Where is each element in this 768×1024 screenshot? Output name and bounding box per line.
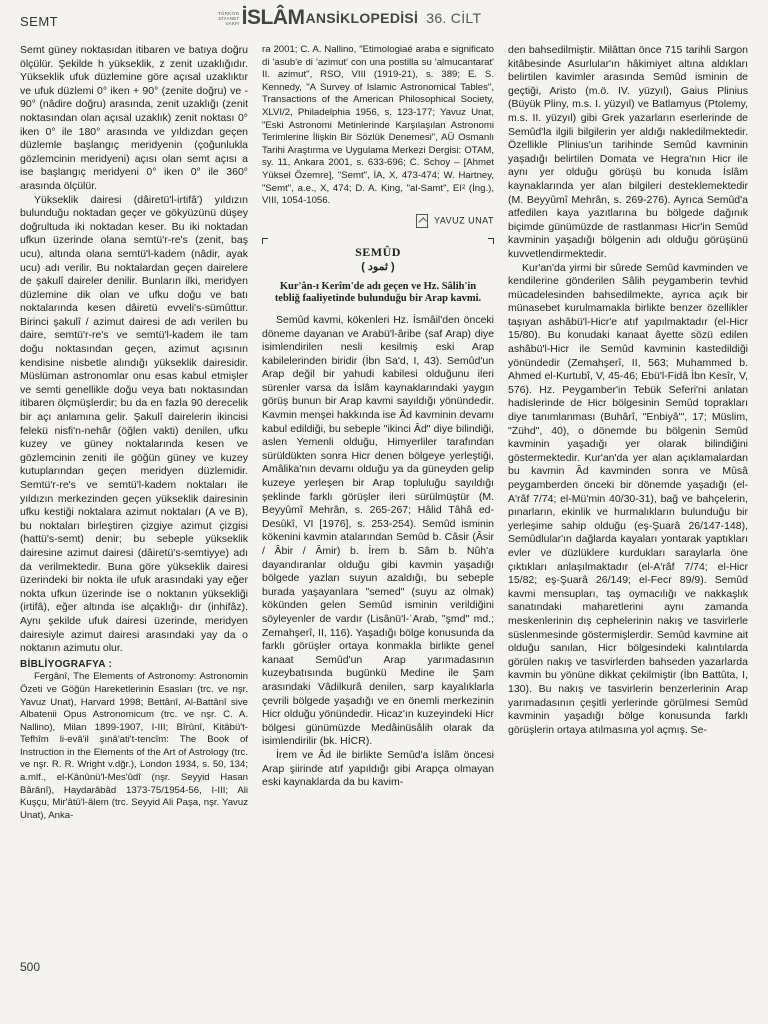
paragraph: Kur'an'da yirmi bir sûrede Semûd kavminden ve kendilerine gönderilen Sâlih peygamberin tevhid mücadelesinden bahsedilmekte, ayrıca açık bir münasebet kurulmamakla birlikte benzer özellikler taşıyan ashâbü'l-Hicr'e atıf yapılmaktadır (el-Hicr 15/80). Bu konudaki kanaat âyette sözü edilen ashâbü'l-Hicr ile Semûd kavminin kastedildiği yönündedir (Zemahşerî, II, 563; Muhammed b. Ahmed el-Kurtubî, V, 45-46; Ebü'l-Fidâ İbn Kesîr, V, 576). Hz. Peygamber'in Tebük Seferi'ni anlatan hadislerinde de Hicr bölgesinin Semûd toprakları diye tanımlanması (Buhârî, "Enbiyâ'", 17; Müslim, "Zühd", 40), o dönemde bu bölgenin Semûd kavminin yaşadığı yer olarak bilindiğini göstermektedir. Kur'an'da yer alan açıklamalardan bu kavmin Âd kavminden sonra ve Mûsâ peygamberden önceki bir dönemde yaşadığı (el-A'râf 7/74; el-Mü'min 40/30-31), bağ ve bahçelerin, pınarların, ekinlik ve hurmalıkların bulunduğu bir yerleşime sahip olduğu (eş-Şuarâ 26/147-148), Semûdlular'ın dağlarda kayaları yontarak yaptıkları evler ve düzlüklere kurdukları saraylarla öne çıktıkları anlaşılmaktadır (el-A'râf 7/74; el-Hicr 15/82; eş-Şuarâ 26/149; el-Fecr 89/9). Semûd kavmi mensupları, taş oymacılığı ve nakkaşlık sanatındaki maharetlerini aynı zamanda meskenlerinin dış cephelerinin nakış ve tasvirlerle süslenmesinde göstermişlerdir. Semûd kavmine ait olduğu sanılan, Hicr bölgesindeki kalıntılarda görülen nakış ve tasvirlerden bahseden yazarlarda kavmin bu yönüne dikkat çekilmiştir (İbn Battûta, I, 130). Bu nakış ve tasvirlerin benzerlerinin Arap yarımadasının çeşitli yerlerinde görülmesi Semûd kavminin yaşadığı bölge konusunda farklı görüşlerin ortaya atılmasına yol açmış. Se- (508, 261, 748, 736)
page-number: 500 (20, 960, 41, 974)
column-1 (20, 44, 248, 822)
bibliography-heading: BİBLİYOGRAFYA : (20, 658, 113, 670)
paragraph: Semûd kavmi, kökenleri Hz. İsmâil'den önceki döneme dayanan ve Arabü'l-âribe (saf Arap) diye isimlendirilen nesli kesilmiş eski Arap kabilelerinden biridir (İbn Sa'd, I, 43). Semûd'un Arap değil bir yahudi kabilesi olduğunu ileri sürenler varsa da İslâm kaynaklarındaki yaygın görüş bunun bir Arap kavmi sayıldığı yönündedir. Kavmin menşei hakkında ise Âd kavminin devamı kabul edildiği, bu sebeple "ikinci Âd" diye bilindiği, aslen Yemenli olduğu, Himyerliler tarafından sürüldükten sonra Hicr denen bölgeye yerleştiği, Amâlika'nın devamı olduğu ya da güneyden gelip kuzeye yerleşen bir Arap topluluğu sayıldığı şeklinde farklı görüşler ileri sürülmüştür (M. Beyyûmî Mehrân, s. 265-267; Hâlid Tâhâ ed-Desûkî, VI [1976], s. 253-254). Semûd isminin kökenini kavmin atalarından Semûd b. Câsir (Âsir / Âbir / Âmir) b. İrem b. Sâm b. Nûh'a dayandıranlar olduğu gibi kavmin yaşadığı bölgede yazları suyun azaldığı, bu sebeple burada yaşayanlara "semed" (suyu az olmak) kökünden gelen Semûd isminin verildiğini söyleyenler de vardır (Lisânü'l-ʿArab, "şmd" md.; Zemahşerî, II, 116). Yaşadığı bölge konusunda da farklı görüşler ortaya konmakla birlikte genel kanaat Semûd'un Arap yarımadasının kuzeybatısında bugünkü Medine ile Şam arasındaki Vâdilkurâ denilen, sarp kayalıklarla çevrili bölgede yaşadığı ve en önemli merkezinin Hicr olduğu yönündedir. Hicaz'ın kuzeyindeki Hicr bölgesi günümüzde Medâinüsâlih olarak da isimlendirilir (bk. HİCR). (262, 313, 494, 748)
entry-heading-box (262, 238, 494, 314)
logo-small-text: TÜRKİYE DİYANET VAKFI (218, 10, 240, 26)
entry-title: SEMÛD (355, 244, 401, 259)
column-3 (508, 44, 748, 737)
entry-subtitle: Kur'ân-ı Kerîm'de adı geçen ve Hz. Sâlih'in tebliğ faaliyetinde bulunduğu bir Arap kavmi. (274, 280, 482, 305)
entry-arabic-title: ( ثمود ) (361, 261, 395, 274)
paragraph: Yükseklik dairesi (dâiretü'l-irtifâ') yıldızın bulunduğu noktadan geçer ve gökyüzünü düşey doğrultuda iki noktadan keser. Bu iki noktadan ufkun üzerinde olana semtü'r-re's (zenit, baş ucu), altında olana semtü'l-kadem (nâdir, ayak ucu) adı verilir. Bu noktalardan geçen dairelere de şakulî daireler denilir. Bunların ilki, meridyen düzlemine dik olan ve ufku doğu ve batı noktalarında kesen dâiretü evveli's-sümûttur. Birinci şakulî / azimut dairesi de adı verilen bu daire, semtü'r-re's ve semtü'l-kadem ile tam doğu noktasından geçen, azimut açısının kendisine nisbetle alındığı yükseklik dairesidir. Müslüman astronomlar onu esas kabul etmişler ve semti genellikle doğu veya batı noktasından itibaren ölçmüşlerdir; bu da en fazla 90 derecelik bir açı anlamına gelir. Şakulî dairelerin ikincisi felekü nisfi'n-nehâr (öğlen vakti) denilen, ufku kuzey ve güney noktalarında kesen ve gözlemcinin zeniti ile göğün güney ve kuzey kutuplarından geçen meridyen düzlemidir. Semtü'r-re's ve semtü'l-kadem noktaları ile yıldızın merkezinden geçen yükseklik dairesinin ufku kestiği noktalara azimut noktaları (A ve B), bu noktaları birleştiren çizgiye azimut çizgisi (hattü's-semt) denir; bu sebeple yükseklik dairesine azimut dairesi (dâiretü's-semtiyye) adı da verilmektedir. Buna göre yükseklik dairesi üzerindeki bir nokta ile ufuk arasındaki yay eğer nokta ufkun üzerinde ise o noktanın yüksekliği (irtifâ), eğer altında ise alçaklığı- dır (inhifâz). Aynı şekilde ufuk dairesi üzerinde, meridyen dairesiyle azimut dairesi arasındaki yay da o noktanın azimutu olur. (20, 193, 248, 655)
logo-ansiklopedisi: ANSİKLOPEDİSİ (305, 10, 419, 26)
encyclopedia-mark-icon (416, 214, 428, 228)
paragraph: İrem ve Âd ile birlikte Semûd'a İslâm öncesi Arap şiirinde atıf yapıldığı gibi Arapça olmayan eski kaynaklarda da bu kavim- (262, 748, 494, 789)
bibliography-text: ra 2001; C. A. Nallino, "Etimologiaé araba e significato di 'asub'e di 'azimut' con una postilla su 'almucantarat' II. azimut", RSO, VIII (1919-21), s. 389; E. S. Kennedy, "A Survey of Islamic Astronomical Tables", Transactions of the American Philosophical Society, XLVI/2, Philadelphia 1956, s. 123-177; Yavuz Unat, "Eski Astronomi Metinlerinde Karşılaşılan Astronomi Terimlerine İlişkin Bir Sözlük Denemesi", AÜ Osmanlı Tarihi Araştırma ve Uygulama Merkezi Dergisi: OTAM, sy. 11, Ankara 2001, s. 633-696; C. Schoy – [Ahmet Yüksel Özemre], "Semt", İA, X, 473-474; W. Hartney, "Semt", a.e., X, 474; D. A. King, "al-Samt", EI² (İng.), VIII, 1054-1056. (262, 44, 494, 207)
logo-islam: İSLÂM (241, 6, 305, 29)
running-header: SEMT (20, 14, 59, 29)
paragraph: den bahsedilmiştir. Milâttan önce 715 tarihli Sargon kitâbesinde Asurlular'ın hâkimiyet altına aldıkları belirtilen kavimler arasında Semûd isminin de geçtiği, Aristo (m.ö. IV. yüzyıl), Gaius Plinius (Büyük Pliny, m.s. I. yüzyıl) ve Batlamyus (Ptolemy, m.s. II. yüzyıl) gibi Grek yazarların eserlerinde de Semûd'la ilgili bilgilerin yer aldığı nakledilmektedir. Özellikle Plinius'un tarihinde Semûd kavminin yaşadığı belirtilen Domata ve Hegra'nın Hicr ile aynı yer olduğu görüşü bu konuda İslâm kaynaklarında yer alan bilgileri desteklemektedir (M. Beyyûmî Mehrân, s. 269-276). Ayrıca Semûd'a atfedilen kaya yazıtlarına bu bölgede dağınık biçimde günümüzde de rastlanması Hicr'in Semûd kavminin yaşadığı bölgenin adı olduğu görüşünü kuvvetlendirmektedir. (508, 44, 748, 260)
bibliography-text: Fergânî, The Elements of Astronomy: Astronomin Özeti ve Göğün Hareketlerinin Esasları (trc. ve nşr. Yavuz Unat), Harvard 1998; Bettânî, Al-Battânî sive Albatenii Opus Astronomicum (trc. ve nşr. C. A. Nallino), Milan 1899-1907, I-III; Bîrûnî, Kitâbü't-Tefhîm li-evâ'il şınâ'ati't-tencîm: The Book of Instruction in the Elements of the Art of Astrology (trc. ve nşr. R. R. Wright v.dğr.), London 1934, s. 50, 134; a.mlf., el-Kânûnü'l-Mes'ûdî (nşr. Seyyid Hasan Bârânî), Haydarâbâd 1373-75/1954-56, I-III; Ali Kuşçu, Mir'âtü'l-âlem (trc. Seyyid Ali Paşa, nşr. Yavuz Unat), Anka- (20, 671, 248, 821)
author-signature: YAVUZ UNAT (262, 214, 494, 228)
paragraph: Semt güney noktasıdan itibaren ve batıya doğru ölçülür. Şekilde h yükseklik, z zenit uzaklığıdır. Yükseklik ufuk düzlemine göre açısal uzaklıktır ve ufuk düzlemi 0° iken + 90° (zenite doğru) ve - 90° (nâdire doğru) arasında, zenit uzaklığı (zenit noktasından olan açısal uzaklık) zenit noktası 0° iken 0° ile 180° arasında ve yıldızdan geçen düzlemle başlangıç meridyenin (çoğunlukla gözlemcinin meridyeni) açısı olan semt açısı a ise başlangıç meridyeni 0° iken 0° ile 360° arasında ölçülür. (20, 44, 248, 192)
volume-label: 36. CİLT (426, 10, 482, 26)
publication-logo (218, 6, 481, 30)
column-2 (262, 44, 494, 790)
